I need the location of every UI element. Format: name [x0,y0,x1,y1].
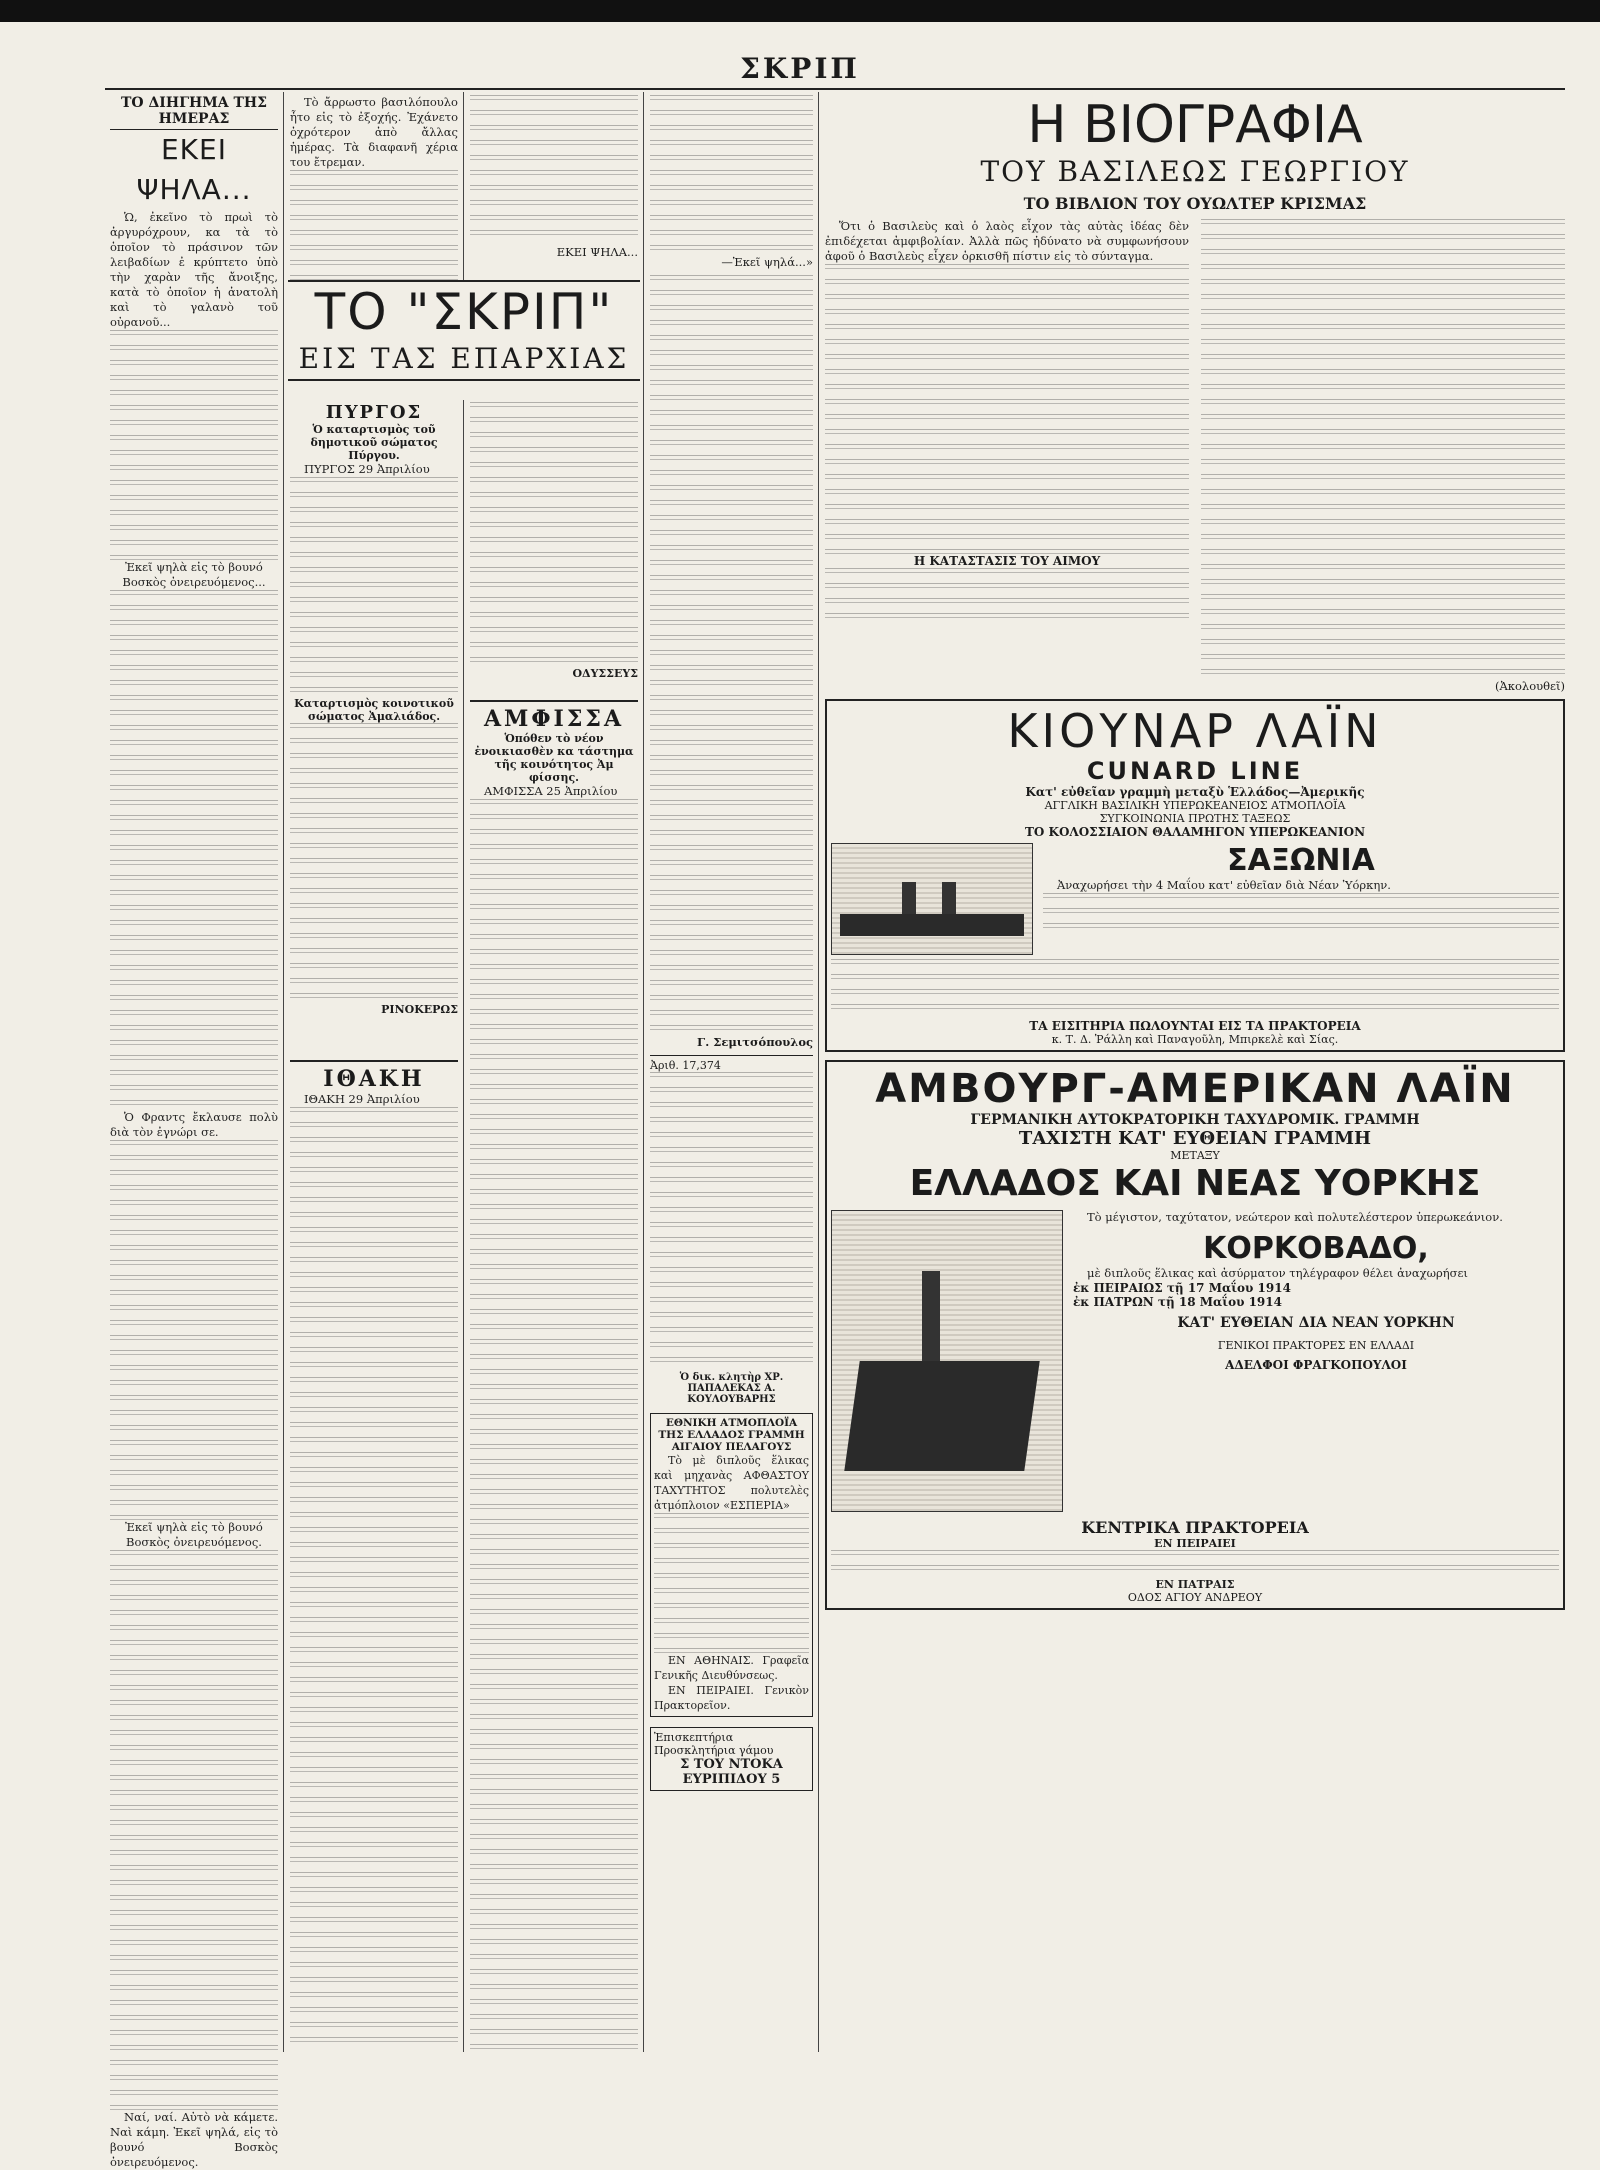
pyrgos-subtitle: Ὁ καταρτισμὸς τοῦ δημοτικοῦ σώματος Πύργου. [310,423,438,462]
hamburg-ad [825,1060,1565,1610]
semitsopoulos-signature: Γ. Σεμιτσόπουλος [697,1035,813,1049]
cunard-colossal: ΤΟ ΚΟΛΟΣΣΙΑΙΟΝ ΘΑΛΑΜΗΓΟΝ ΥΠΕΡΩΚΕΑΝΙΟΝ [1024,825,1366,839]
cunard-class: ΣΥΓΚΟΙΝΩΝΙΑ ΠΡΩΤΗΣ ΤΑΞΕΩΣ [1099,812,1291,825]
steamship-ad-title: ΕΘΝΙΚΗ ΑΤΜΟΠΛΟΪΑ ΤΗΣ ΕΛΛΑΔΟΣ ΓΡΑΜΜΗ ΑΙΓΑΙΟΥ ΠΕΛΑΓΟΥΣ [658,1417,805,1453]
biography-book: ΤΟ ΒΙΒΛΙΟΝ ΤΟΥ ΟΥΩΛΤΕΡ ΚΡΙΣΜΑΣ [1023,194,1367,213]
general-agents: ΓΕΝΙΚΟΙ ΠΡΑΚΤΟΡΕΣ ΕΝ ΕΛΛΑΔΙ [1217,1339,1415,1352]
column-story-continued [290,95,458,275]
pyrgos-subtitle-2: Καταρτισμὸς κοινοτικοῦ σώματος Ἀμαλιάδος. [294,697,454,723]
masthead: ΣΚΡΙΠ [740,52,860,85]
body-text-block [831,1550,1559,1578]
amfissa-dateline: ΑΜΦΙΣΣΑ 25 Ἀπριλίου [484,784,618,798]
amfissa-subtitle: Ὁπόθεν τὸ νέον ἐνοικιασθὲν κα τάστημα τῆς κοινότητος Ἀμ φίσσης. [474,732,634,784]
cunard-agents: ΤΑ ΕΙΣΙΤΗΡΙΑ ΠΩΛΟΥΝΤΑΙ ΕΙΣ ΤΑ ΠΡΑΚΤΟΡΕΙΑ [1029,1019,1361,1033]
printing-ad-address: Σ ΤΟΥ ΝΤΟΚΑ ΕΥΡΙΠΙΔΟΥ 5 [680,1757,783,1787]
cunard-agents-names: κ. Τ. Δ. Ῥάλλη καὶ Παναγοῦλη, Μπιρκελὲ καὶ Σίας. [1051,1033,1339,1046]
pyrgos-dateline: ΠΥΡΓΟΣ 29 Ἀπριλίου [304,462,430,476]
body-text-block [110,330,278,560]
body-text-block [470,799,638,2049]
story-paragraph: Τὸ ἄρρωστο βασιλόπουλο ἦτο εἰς τὸ ἐξοχής. Ἐχάνετο ὀχρότερον ἀπὸ ἄλλας ἡμέρας. Τὰ διαφανῆ χέρια του ἔτρεμαν. [290,95,458,169]
top-edge-bar [0,0,1600,22]
biography-paragraph: Ὅτι ὁ Βασιλεὺς καὶ ὁ λαὸς εἶχον τὰς αὐτὰς ἰδέας δὲν ἐπιδέχεται ἀμφιβολίαν. Ἀλλὰ πῶς ἠδύνατο νὰ συμφωνήσουν ἀφοῦ ὁ Βασιλεὺς εἶχεν ὁρκισθῆ πίστιν εἰς τὸ σύνταγμα. [825,219,1189,263]
ship-illustration [831,1210,1063,1512]
ship-hull [840,914,1024,936]
biography-title: Η ΒΙΟΓΡΑΦΙΑ [1027,95,1363,155]
ship-illustration [831,843,1033,955]
hamburg-fastest: ΤΑΧΙΣΤΗ ΚΑΤ' ΕΥΘΕΙΑΝ ΓΡΑΜΜΗ [1018,1128,1372,1149]
body-text-block [290,477,458,697]
body-text-block [1201,219,1565,679]
notice-signature: Ὁ δικ. κλητὴρ ΧΡ. ΠΑΠΑΛΕΚΑΣ Α. ΚΟΥΛΟΥΒΑΡΗΣ [679,1372,784,1405]
story-paragraph: Ναί, ναί. Αὐτὸ νὰ κάμετε. Ναὶ κάμη. Ἐκεῖ ψηλά, εἰς τὸ βουνό Βοσκὸς ὀνειρευόμενος. [110,2110,278,2169]
ship-name-korkovado: ΚΟΡΚΟΒΑΔΟ, [1203,1231,1429,1266]
body-text-block [650,1072,813,1372]
hamburg-between: ΜΕΤΑΞΥ [1170,1149,1220,1162]
column-divider [283,92,284,2052]
body-text-block [654,1513,809,1653]
column-four [650,95,813,2055]
steamship-ad-text: Τὸ μὲ διπλοῦς ἕλικας καὶ μηχανὰς ΑΦΘΑΣΤΟΥ ΤΑΧΥΤΗΤΟΣ πολυτελὲς ἀτμόπλοιον «ΕΣΠΕΡΙΑ» [654,1454,809,1512]
column-story [110,95,278,2169]
biography-continued: (Ἀκολουθεῖ) [1495,679,1565,693]
story-ending: —Ἐκεῖ ψηλά...» [721,255,813,269]
story-verse: Ἐκεῖ ψηλὰ εἰς τὸ βουνό Βοσκὸς ὀνειρευόμενος. [125,1520,263,1549]
column-story-end [470,95,638,275]
story-paragraph: Ὡ, ἐκεῖνο τὸ πρωὶ τὸ ἀργυρόχρουν, κα τὰ τὸ ὁποῖον τὸ πράσινον τῶν λειβαδίων ἐ κρύπτετο ὑπὸ τὴν χαρὰν τῆς ἄνοιξης, κατὰ τὸ ὁποῖον ἡ ἀνατολὴ καὶ τὸ γαλανὸ τοῦ οὐρανοῦ... [110,210,278,329]
departure-patras: ἐκ ΠΑΤΡΩΝ τῇ 18 Μαΐου 1914 [1073,1295,1282,1309]
ship-name-saxonia: ΣΑΞΩΝΙΑ [1227,843,1375,878]
ship-funnel [902,882,916,914]
ithaki-dateline: ΙΘΑΚΗ 29 Ἀπριλίου [304,1092,420,1106]
biography-subtitle: ΤΟΥ ΒΑΣΙΛΕΩΣ ΓΕΩΡΓΙΟΥ [980,155,1410,188]
section-label: ΤΟ ΔΙΗΓΗΜΑ ΤΗΣ ΗΜΕΡΑΣ [110,95,278,130]
body-text-block [110,1140,278,1520]
hamburg-title: ΑΜΒΟΥΡΓ-ΑΜΕΡΙΚΑΝ ΛΑΪΝ [875,1066,1515,1112]
ship-hull [844,1361,1039,1471]
steamship-ad-athens: ΕΝ ΑΘΗΝΑΙΣ. Γραφεῖα Γενικῆς Διευθύνσεως. [654,1654,809,1682]
hamburg-route: ΕΛΛΑΔΟΣ ΚΑΙ ΝΕΑΣ ΥΟΡΚΗΣ [909,1163,1481,1204]
column-amfissa [470,700,638,2055]
body-text-block [110,1550,278,2110]
pyrgos-title: ΠΥΡΓΟΣ [325,402,423,423]
ship-funnel [942,882,956,914]
body-text-block [825,264,1189,554]
body-text-block [831,959,1559,1019]
story-paragraph: Ὁ Φραντς ἔκλαυσε πολὺ διὰ τὸν ἐγνώρι σε. [110,1110,278,1139]
column-ithaki [290,1060,458,2055]
column-pyrgos-continued [470,402,638,702]
cunard-title: ΚΙΟΥΝΑΡ ΛΑΪΝ [1007,704,1383,758]
central-piraeus: ΕΝ ΠΕΙΡΑΙΕΙ [1154,1537,1236,1550]
story-title: ΕΚΕΙ ΨΗΛΑ... [136,133,252,206]
cunard-subtitle: CUNARD LINE [1086,757,1304,785]
column-divider [643,92,644,2052]
cunard-ad [825,699,1565,1052]
agent-brothers: ΑΔΕΛΦΟΙ ΦΡΑΓΚΟΠΟΥΛΟΙ [1225,1358,1407,1372]
story-verse: Ἐκεῖ ψηλὰ εἰς τὸ βουνό Βοσκὸς ὀνειρευόμενος... [122,560,266,589]
body-text-block [825,568,1189,628]
departure-piraeus: ἐκ ΠΕΙΡΑΙΩΣ τῇ 17 Μαΐου 1914 [1073,1281,1291,1295]
notice-number: Ἀριθ. 17,374 [650,1055,813,1072]
body-text-block [650,275,813,1035]
right-section [825,95,1565,2055]
body-text-block [470,402,638,667]
printing-ad-text: Ἐπισκεπτήρια Προσκλητήρια γάμου [654,1731,774,1757]
steamship-ad [650,1413,813,1717]
printing-ad [650,1727,813,1791]
body-text-block [290,1107,458,2047]
steamship-ad-piraeus: ΕΝ ΠΕΙΡΑΙΕΙ. Γενικὸν Πρακτορεῖον. [654,1684,809,1712]
body-text-block [290,723,458,1003]
hamburg-subtitle: ΓΕΡΜΑΝΙΚΗ ΑΥΤΟΚΡΑΤΟΡΙΚΗ ΤΑΧΥΔΡΟΜΙΚ. ΓΡΑΜΜΗ [970,1112,1420,1128]
ithaki-title: ΙΘΑΚΗ [323,1066,425,1092]
cunard-route: Κατ' εὐθεῖαν γραμμὴ μεταξὺ Ἑλλάδος—Ἀμερικῆς [1025,785,1365,799]
story-ending: ΕΚΕΙ ΨΗΛΑ... [556,245,638,259]
amfissa-title: ΑΜΦΙΣΣΑ [483,706,625,732]
body-text-block [290,170,458,290]
banner-title: ΤΟ "ΣΚΡΙΠ" [314,283,614,341]
biography-section: Η ΚΑΤΑΣΤΑΣΙΣ ΤΟΥ ΑΙΜΟΥ [913,554,1101,568]
provinces-banner [288,280,640,400]
ship-korkovado-text: μὲ διπλοῦς ἕλικας καὶ ἀσύρματον τηλέγραφον θέλει ἀναχωρήσει [1087,1266,1468,1280]
body-text-block [1043,893,1559,933]
central-agencies: ΚΕΝΤΡΙΚΑ ΠΡΑΚΤΟΡΕΙΑ [1081,1518,1309,1537]
banner-subtitle: ΕΙΣ ΤΑΣ ΕΠΑΡΧΙΑΣ [298,342,630,375]
body-text-block [470,95,638,245]
direct-newyork: ΚΑΤ' ΕΥΘΕΙΑΝ ΔΙΑ ΝΕΑΝ ΥΟΡΚΗΝ [1177,1315,1455,1331]
column-divider [818,92,819,2052]
cunard-company: ΑΓΓΛΙΚΗ ΒΑΣΙΛΙΚΗ ΥΠΕΡΩΚΕΑΝΕΙΟΣ ΑΤΜΟΠΛΟΪΑ [1044,799,1346,812]
ship-saxonia-text: Ἀναχωρήσει τὴν 4 Μαΐου κατ' εὐθεῖαν διὰ Νέαν Ὑόρκην. [1057,878,1391,892]
masthead-rule [105,88,1565,90]
column-pyrgos [290,402,458,1052]
central-patras: ΕΝ ΠΑΤΡΑΙΣ [1155,1578,1235,1591]
ship-funnel [922,1271,940,1361]
body-text-block [650,95,813,255]
pyrgos-signature: ΡΙΝΟΚΕΡΩΣ [381,1003,458,1016]
odysseus-signature: ΟΔΥΣΣΕΥΣ [572,667,638,680]
hamburg-description: Τὸ μέγιστον, ταχύτατον, νεώτερον καὶ πολυτελέστερον ὑπερωκεάνιον. [1087,1210,1503,1224]
body-text-block [110,590,278,1110]
central-street: ΟΔΟΣ ΑΓΙΟΥ ΑΝΔΡΕΟΥ [1127,1591,1263,1604]
